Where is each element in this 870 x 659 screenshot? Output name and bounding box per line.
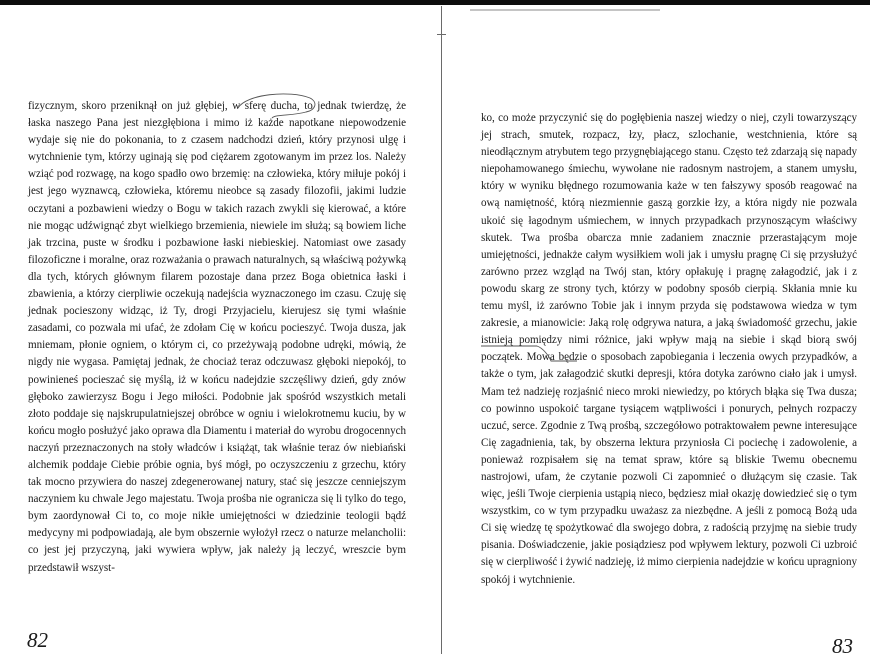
scan-smudge [470, 9, 660, 11]
right-page [481, 110, 857, 589]
left-page [28, 98, 406, 577]
right-page-text: ko, co może przyczynić się do pogłębienia naszej wiedzy o niej, czyli towarzyszący jej strach, smutek, rozpacz, łzy, płacz, szlochanie, westchnienia, które są nieodłącznym atrybutem tego przygnębiającego stanu. Często też zdarzają się napady niepohamowanego śmiechu, wywołane nie radosnym nastrojem, a stanem umysłu, który w wyniku błędnego rozumowania każe w ten fałszywy sposób reagować na ową namiętność, którą niezmiennie gaszą gorzkie łzy, a która nigdy nie pozwala ukoić się łagodnym uśmiechem, w innych przypadkach przynoszącym właściwy skutek. Twa prośba obarcza mnie zadaniem znacznie przerastającym moje umiejętności, jednakże całym wysiłkiem woli jak i umysłu pragnę Ci się przysłużyć zarówno przez wzgląd na Twój stan, który opłakuję i pragnę załagodzić, jak i z powodu skarg ze strony tych, którzy w podobny sposób cierpią. Skłania mnie ku temu myśl, iż zarówno Tobie jak i innym przyda się podstawowa wiedza w tym zakresie, a mianowicie: Jaką rolę odgrywa natura, a jaką świadomość grzechu, jakie istnieją pomiędzy nimi różnice, jaki wpływ mają na siebie i skąd biorą swój początek. Mowa będzie o sposobach zapobiegania i leczenia owych przypadków, a także o tym, jak załagodzić skutki depresji, która dotyka zarówno ciało jak i umysł. Mam też nadzieję rozjaśnić nieco mroki niewiedzy, po których błąka się Twa dusza; co powinno uspokoić targane tysiącem wątpliwości i ponurych, pełnych rozpaczy uczuć, serce. Zgodnie z Twą prośbą, szczegółowo potraktowałem pewne interesujące Cię zagadnienia, tak, by obszerna lektura przyniosła Ci pociechę i zadowolenie, a ponieważ rozpisałem się na temat spraw, które są bliskie Twemu obecnemu nastrojowi, ufam, że czytanie pozwoli Ci zapomnieć o dłużącym się czasie. Tak więc, jeśli Twoje cierpienia ustąpią nieco, będziesz miał okazję dowiedzieć się o tym wszystkim, co w tym przypadku uważasz za niezbędne. A jeśli z pomocą Bożą uda Ci się wiedzę tę spożytkować dla swojego dobra, z radością przyjmę na siebie trudy pisania. Doświadczenie, jakie posiądziesz pod wpływem lektury, pozwoli Ci uzbroić się w cierpliwość i żywić nadzieję, iż mimo cierpienia nadejdzie w końcu upragniony spokój i wytchnienie. [481, 112, 858, 586]
left-page-number: 82 [27, 628, 48, 652]
right-page-number: 83 [832, 634, 853, 658]
gutter-mark [437, 34, 446, 35]
book-gutter [441, 6, 442, 654]
left-page-text: fizycznym, skoro przeniknął on już głębiej, w sferę ducha, to jednak twierdzę, że łaska naszego Pana jest niezgłębiona i mimo iż każde napotkane niepowodzenie wydaje się nie do pokonania, to z czasem nadchodzi dzień, który przynosi ulgę i wytchnienie tym, którzy uginają się pod ciężarem zgotowanym im przez los. Należy wziąć pod rozwagę, na kogo spadło owo brzemię: na człowieka, który miłuje pokój i jest jego wyznawcą, człowieka, któremu nieobce są zasady filozofii, jakimi ludzie oczytani a pozbawieni wiedzy o Bogu w takich razach zwykli się kierować, a które nie mogąc udźwignąć zbyt wielkiego brzemienia, niewiele im służą; są bowiem liche jak trzcina, puste w środku i pozbawione łaski niebieskiej. Natomiast owe zasady filozoficzne i moralne, oraz rozważania o prawach naturalnych, są właściwą pożywką dla tych, których głównym filarem pozostaje dana przez Boga obietnica łaski i zbawienia, a którzy cierpliwie oczekują nadejścia wyznaczonego im czasu. Czuję się jednak pocieszony widząc, iż Ty, drogi Przyjacielu, kierujesz się tymi właśnie zasadami, co pozwala mi ufać, że zdołam Cię w końcu pocieszyć. Twoja dusza, jak mniemam, płonie ogniem, o którym ci, co przeżywają podobne udręki, mówią, że nigdy nie wygasa. Pamiętaj jednak, że chociaż teraz odczuwasz głęboki niepokój, to powinieneś pocieszać się myślą, iż w końcu nadejdzie szczęśliwy dzień, gdy znów głęboko zawierzysz Bogu i Jego miłości. Podobnie jak spośród wszystkich metali złoto poddaje się najskrupulatniejszej obróbce w ogniu i wielokrotnemu kuciu, by w końcu mogło posłużyć jako oprawa dla Diamentu i materiał do wyrobu drogocennych naczyń przeznaczonych na stoły władców i książąt, tak właśnie teraz ów niebiański alchemik poddaje Ciebie próbie ognia, byś mógł, po oczyszczeniu z grzechu, który tak mocno przywiera do naszej zdegenerowanej natury, stać się jeszcze cenniejszym naczyniem ku chwale Jego majestatu. Twoja prośba nie ogranicza się li tylko do tego, bym zaordynował Ci to, co moje nikłe umiejętności w dziedzinie teologii bądź medycyny mi podpowiadają, ale bym obszernie wyłożył rzecz o naturze melancholii: co jest jej przyczyną, jaki wywiera wpływ, jak należy ją leczyć, wreszcie bym przedstawił wszyst- [28, 100, 406, 574]
top-edge-rule [0, 0, 870, 5]
